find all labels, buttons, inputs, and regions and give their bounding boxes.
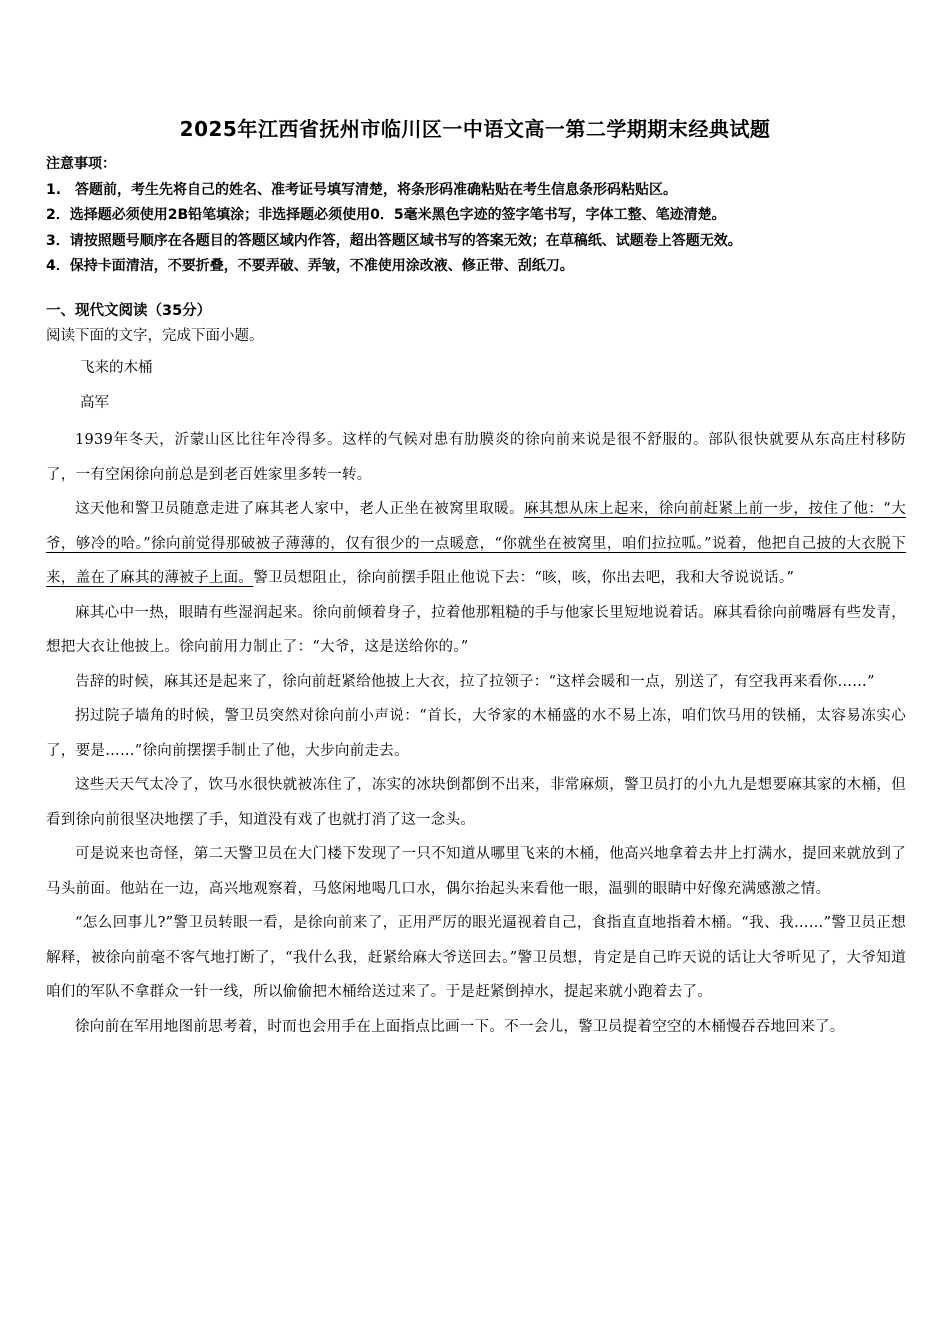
article-paragraph-1: 1939年冬天，沂蒙山区比往年冷得多。这样的气候对患有肋膜炎的徐向前来说是很不舒服的。部队很快就要从东高庄村移防了，一有空闲徐向前总是到老百姓家里多转一转。 [46,432,906,483]
article-paragraph-5: 拐过院子墙角的时候，警卫员突然对徐向前小声说：“首长，大爷家的木桶盛的水不易上冻，咱们饮马用的铁桶，太容易冻实心了，要是……”徐向前摆摆手制止了他，大步向前走去。 [46,708,906,759]
article-paragraph-7: 可是说来也奇怪，第二天警卫员在大门楼下发现了一只不知道从哪里飞来的木桶，他高兴地拿着去井上打满水，提回来就放到了马头前面。他站在一边，高兴地观察着，马悠闲地喝几口水，偶尔抬起头来看他一眼，温驯的眼睛中好像充满感激之情。 [46,846,906,897]
note-item-3: 3．请按照题号顺序在各题目的答题区域内作答，超出答题区域书写的答案无效；在草稿纸、试题卷上答题无效。 [46,232,742,249]
section-heading: 一、现代文阅读（35分） [46,303,212,319]
note-item-4: 4．保持卡面清洁，不要折叠，不要弄破、弄皱，不准使用涂改液、修正带、刮纸刀。 [46,258,574,274]
article-body [46,423,906,1044]
notes-heading: 注意事项： [46,156,116,172]
article-author: 高军 [80,395,109,411]
note-item-2: 2．选择题必须使用2B铅笔填涂；非选择题必须使用0．5毫米黑色字迹的签字笔书写，字体工整、笔迹清楚。 [46,207,726,223]
paragraph-2-lead: 这天他和警卫员随意走进了麻其老人家中，老人正坐在被窝里取暖。 [75,501,525,517]
note-item-1: 1. 答题前，考生先将自己的姓名、准考证号填写清楚，将条形码准确粘贴在考生信息条形码粘贴区。 [46,181,678,198]
notes-block [46,152,906,280]
paragraph-2-tail: 警卫员想阻止，徐向前摆手阻止他说下去：“咳，咳，你出去吧，我和大爷说说话。” [253,570,795,586]
article-title: 飞来的木桶 [80,360,153,376]
article-paragraph-2 [46,492,906,596]
article-paragraph-9: 徐向前在军用地图前思考着，时而也会用手在上面指点比画一下。不一会儿，警卫员提着空空的木桶慢吞吞地回来了。 [75,1018,845,1035]
reading-instruction: 阅读下面的文字，完成下面小题。 [46,328,264,344]
article-paragraph-8: “怎么回事儿?”警卫员转眼一看，是徐向前来了，正用严厉的眼光逼视着自己，食指直直地指着木桶。“我、我……”警卫员正想解释，被徐向前毫不客气地打断了，“我什么我，赶紧给麻大爷送回去。”警卫员想，肯定是自己昨天说的话让大爷听见了，大爷知道咱们的军队不拿群众一针一线，所以偷偷把木桶给送过来了。于是赶紧倒掉水，提起来就小跑着去了。 [46,915,906,1000]
article-paragraph-3: 麻其心中一热，眼睛有些湿润起来。徐向前倾着身子，拉着他那粗糙的手与他家长里短地说着话。麻其看徐向前嘴唇有些发青，想把大衣让他披上。徐向前用力制止了：“大爷，这是送给你的。” [46,604,906,655]
article-paragraph-6: 这些天天气太冷了，饮马水很快就被冻住了，冻实的冰块倒都倒不出来，非常麻烦，警卫员打的小九九是想要麻其家的木桶，但看到徐向前很坚决地摆了手，知道没有戏了也就打消了这一念头。 [46,777,906,828]
document-title: 2025年江西省抚州市临川区一中语文高一第二学期期末经典试题 [179,117,771,141]
article-paragraph-4: 告辞的时候，麻其还是起来了，徐向前赶紧给他披上大衣，拉了拉领子：“这样会暖和一点，别送了，有空我再来看你……” [75,673,875,690]
underlined-passage: 麻其想从床上起来，徐向前赶紧上前一步，按住了他：“大爷，够冷的哈。”徐向前觉得那破被子薄薄的，仅有很少的一点暖意，“你就坐在被窝里，咱们拉拉呱。”说着，他把自己披的大衣脱下来，盖在了麻其的薄被子上面。 [46,501,906,586]
